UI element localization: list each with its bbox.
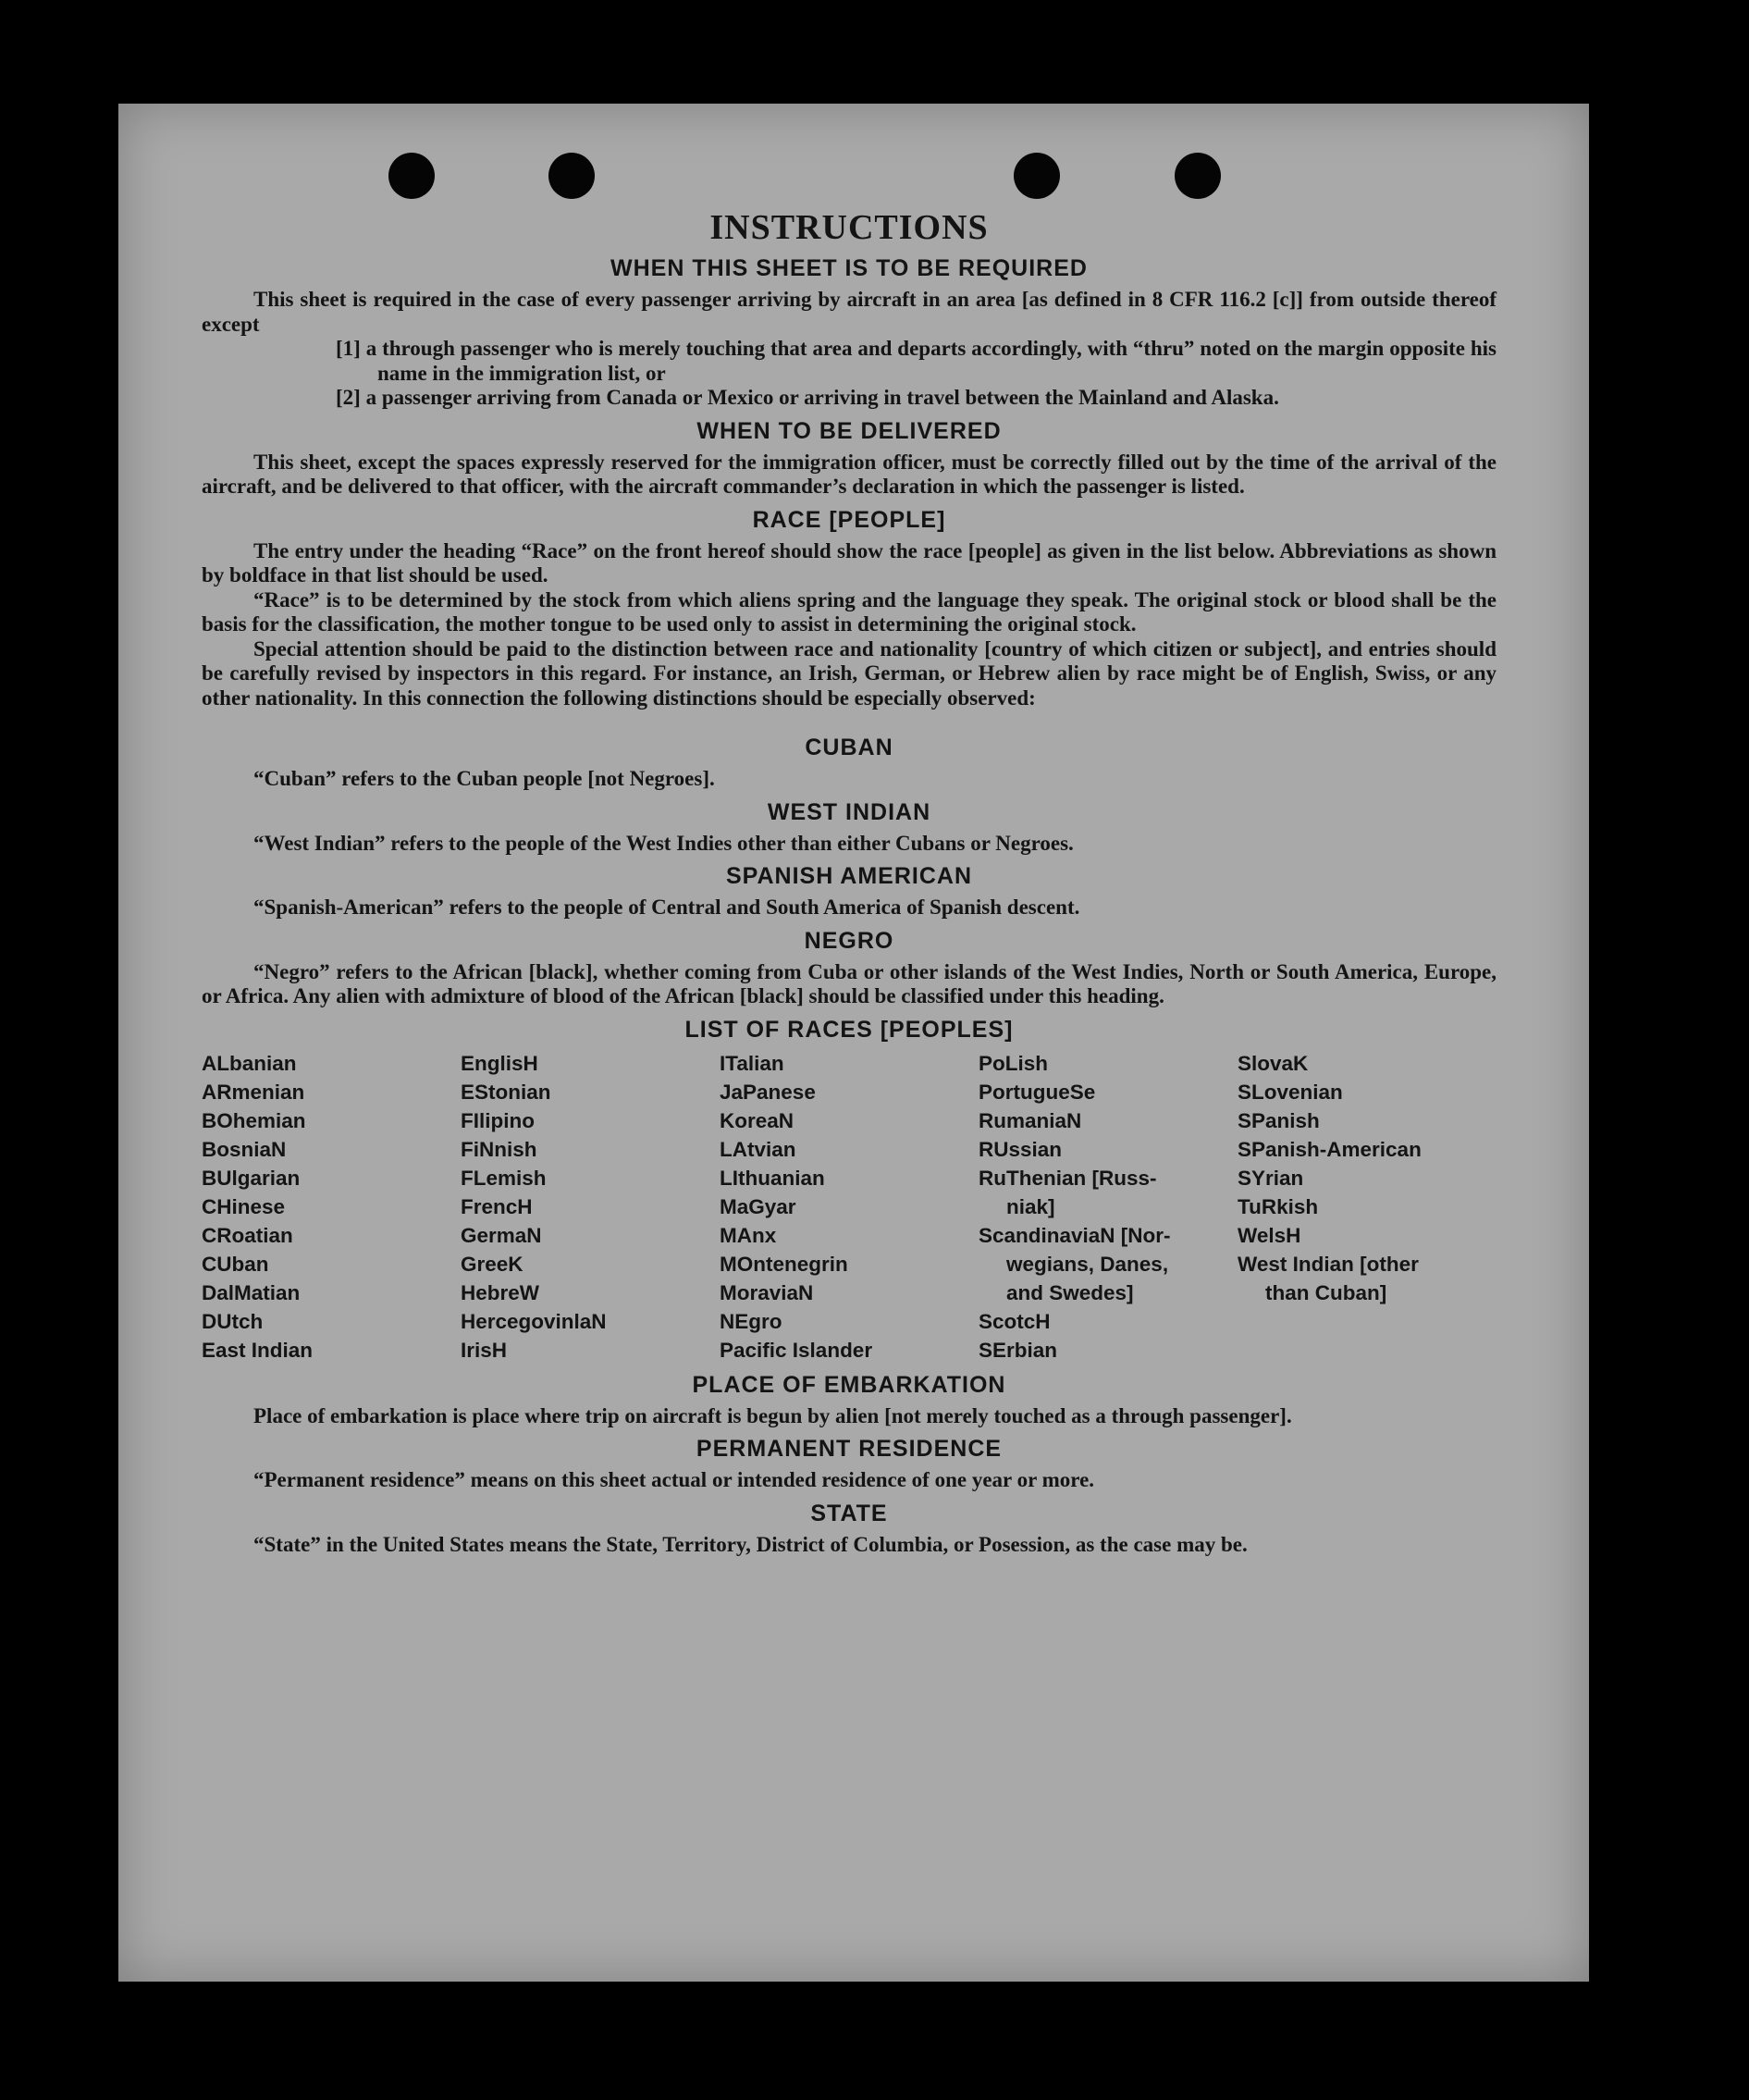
- race-entry: BUlgarian: [202, 1166, 301, 1190]
- race-entry: niak]: [1006, 1194, 1055, 1218]
- state-text: “State” in the United States means the State, Territory, District of Columbia, or Posession, as the case may be.: [253, 1532, 1248, 1556]
- state-heading: STATE: [810, 1500, 888, 1526]
- delivered-text: This sheet, except the spaces expressly reserved for the immigration officer, must be correctly filled out by the time of the arrival of the aircraft, and be delivered to that officer, with the aircraft commander’s declaration in which the passenger is listed.: [202, 450, 1497, 498]
- race-entry: JaPanese: [720, 1080, 816, 1104]
- race-entry: MaGyar: [720, 1194, 796, 1218]
- race-entry: MAnx: [720, 1223, 777, 1247]
- negro-text: “Negro” refers to the African [black], whether coming from Cuba or other islands of the West Indies, North or South America, Europe, or Africa. Any alien with admixture of blood of the African [black] should be classified under this heading.: [202, 959, 1497, 1007]
- race-entry: PortugueSe: [979, 1080, 1096, 1104]
- race-entry: RUssian: [979, 1137, 1063, 1161]
- race-paragraph-1: The entry under the heading “Race” on the front hereof should show the race [people] as given in the list below. Abbreviations as shown by boldface in that list should be used.: [202, 538, 1497, 587]
- race-entry: WelsH: [1238, 1223, 1301, 1247]
- race-entry: EnglisH: [461, 1051, 538, 1075]
- embarkation-heading: PLACE OF EMBARKATION: [692, 1371, 1006, 1398]
- race-entry: HercegovinlaN: [461, 1309, 607, 1333]
- race-entry: ITalian: [720, 1051, 784, 1075]
- race-entry: LAtvian: [720, 1137, 796, 1161]
- race-entry: HebreW: [461, 1280, 540, 1304]
- race-entry: KoreaN: [720, 1108, 794, 1132]
- cuban-heading: CUBAN: [805, 735, 893, 760]
- race-entry: PoLish: [979, 1051, 1049, 1075]
- races-column-2: [461, 1049, 720, 1365]
- required-item-1: [1] a through passenger who is merely touching that area and departs accordingly, with “thru” noted on the margin opposite his name in the immigration list, or: [336, 337, 1497, 385]
- race-entry: BosniaN: [202, 1137, 287, 1161]
- race-entry: LIthuanian: [720, 1166, 825, 1190]
- race-entry: West Indian [other: [1238, 1252, 1419, 1276]
- race-paragraph-3: Special attention should be paid to the distinction between race and nationality [country of which citizen or subject], and entries should be carefully revised by inspectors in this regard. For instance, an Irish, German, or Hebrew alien by race might be of English, Swiss, or any other nationality. In this connection the following distinctions should be especially observed:: [202, 636, 1497, 710]
- race-entry: ALbanian: [202, 1051, 297, 1075]
- race-entry: ScandinaviaN [Nor-: [979, 1223, 1171, 1247]
- residence-text: “Permanent residence” means on this sheet actual or intended residence of one year or more.: [253, 1468, 1095, 1491]
- race-entry: DUtch: [202, 1309, 264, 1333]
- punch-hole: [1175, 153, 1221, 199]
- race-paragraph-2: “Race” is to be determined by the stock from which aliens spring and the language they speak. The original stock or blood shall be the basis for the classification, the mother tongue to be used only to assist in determining the original stock.: [202, 587, 1497, 636]
- race-entry: MoraviaN: [720, 1280, 814, 1304]
- negro-heading: NEGRO: [804, 927, 894, 954]
- races-column-5: [1238, 1049, 1497, 1365]
- race-entry: TuRkish: [1238, 1194, 1319, 1218]
- race-entry: RumaniaN: [979, 1108, 1082, 1132]
- punch-hole: [548, 153, 595, 199]
- delivered-heading: WHEN TO BE DELIVERED: [696, 417, 1002, 444]
- race-entry: FiNnish: [461, 1137, 537, 1161]
- punch-hole: [1014, 153, 1060, 199]
- race-entry: DalMatian: [202, 1280, 301, 1304]
- cuban-text: “Cuban” refers to the Cuban people [not Negroes].: [253, 767, 715, 790]
- race-entry: SLovenian: [1238, 1080, 1343, 1104]
- west-indian-text: “West Indian” refers to the people of the West Indies other than either Cubans or Negroes.: [253, 831, 1074, 855]
- race-entry: ScotcH: [979, 1309, 1051, 1333]
- race-entry: CHinese: [202, 1194, 286, 1218]
- race-entry: FLemish: [461, 1166, 547, 1190]
- races-column-4: [979, 1049, 1238, 1365]
- required-intro: This sheet is required in the case of every passenger arriving by aircraft in an area [as defined in 8 CFR 116.2 [c]] from outside thereof except: [202, 288, 1497, 336]
- race-entry: RuThenian [Russ-: [979, 1166, 1157, 1190]
- spanish-american-heading: SPANISH AMERICAN: [725, 863, 972, 889]
- race-entry: EStonian: [461, 1080, 551, 1104]
- race-entry: FrencH: [461, 1194, 533, 1218]
- document-sheet: [118, 104, 1589, 1982]
- race-entry: MOntenegrin: [720, 1252, 848, 1276]
- race-entry: SlovaK: [1238, 1051, 1309, 1075]
- race-entry: East Indian: [202, 1338, 314, 1362]
- race-entry: IrisH: [461, 1338, 508, 1362]
- race-entry: GreeK: [461, 1252, 523, 1276]
- west-indian-heading: WEST INDIAN: [767, 798, 931, 825]
- race-entry: SPanish-American: [1238, 1137, 1422, 1161]
- embarkation-text: Place of embarkation is place where trip on aircraft is begun by alien [not merely touched as a through passenger].: [253, 1403, 1292, 1427]
- race-entry: CUban: [202, 1252, 269, 1276]
- race-entry: CRoatian: [202, 1223, 293, 1247]
- races-column-1: [202, 1049, 461, 1365]
- race-entry: SPanish: [1238, 1108, 1320, 1132]
- race-entry: and Swedes]: [1006, 1280, 1134, 1304]
- race-entry: than Cuban]: [1265, 1280, 1387, 1304]
- page-title: INSTRUCTIONS: [709, 208, 989, 247]
- residence-heading: PERMANENT RESIDENCE: [696, 1436, 1003, 1462]
- race-entry: NEgro: [720, 1309, 782, 1333]
- races-list: [202, 1049, 1497, 1365]
- required-item-2: [2] a passenger arriving from Canada or Mexico or arriving in travel between the Mainland and Alaska.: [336, 386, 1279, 409]
- race-entry: GermaN: [461, 1223, 542, 1247]
- spanish-american-text: “Spanish-American” refers to the people of Central and South America of Spanish descent.: [253, 896, 1080, 919]
- instructions-content: [202, 207, 1497, 1557]
- race-entry: FIlipino: [461, 1108, 535, 1132]
- list-of-races-heading: LIST OF RACES [PEOPLES]: [684, 1016, 1014, 1043]
- race-heading: RACE [PEOPLE]: [752, 506, 946, 533]
- race-entry: Pacific Islander: [720, 1338, 873, 1362]
- race-entry: BOhemian: [202, 1108, 306, 1132]
- race-entry: SYrian: [1238, 1166, 1304, 1190]
- required-heading: WHEN THIS SHEET IS TO BE REQUIRED: [610, 255, 1088, 281]
- punch-hole: [388, 153, 435, 199]
- race-entry: ARmenian: [202, 1080, 305, 1104]
- race-entry: SErbian: [979, 1338, 1058, 1362]
- race-entry: wegians, Danes,: [1006, 1252, 1169, 1276]
- races-column-3: [720, 1049, 979, 1365]
